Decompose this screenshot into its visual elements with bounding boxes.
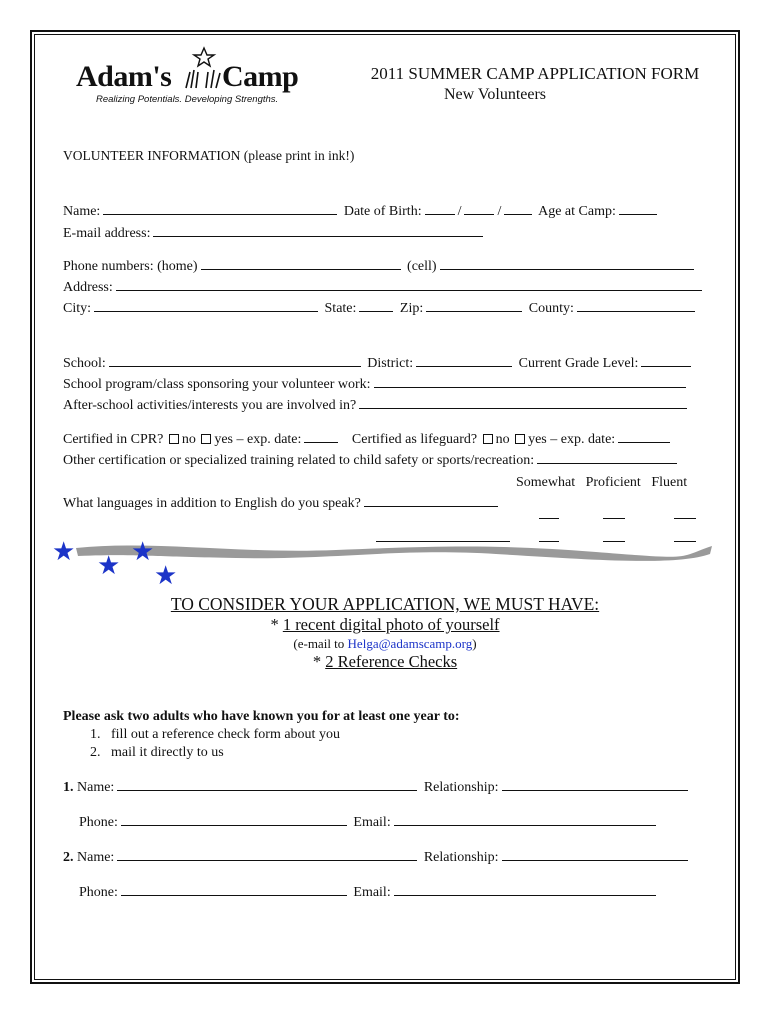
- reference-2-phone-row: [79, 885, 659, 901]
- language-1-field[interactable]: [364, 506, 498, 507]
- district-label: District:: [367, 356, 414, 371]
- program-label: School program/class sponsoring your volunteer work:: [63, 377, 371, 392]
- email-field[interactable]: [153, 236, 483, 237]
- age-label: Age at Camp:: [538, 204, 616, 219]
- form-subtitle: New Volunteers: [443, 86, 547, 103]
- photo-email-link[interactable]: Helga@adamscamp.org: [347, 636, 473, 651]
- language-1-somewhat[interactable]: [539, 518, 559, 519]
- state-field[interactable]: [359, 311, 393, 312]
- reference-step-1: [90, 727, 340, 743]
- reference-1-phone-row: [79, 815, 659, 831]
- reference-step-2: [90, 745, 224, 761]
- program-field[interactable]: [374, 387, 686, 388]
- reference-1-email-field[interactable]: [394, 825, 656, 826]
- logo-name-right: Camp: [222, 60, 299, 93]
- grade-label: Current Grade Level:: [518, 356, 639, 371]
- lifeguard-exp-field[interactable]: [618, 442, 670, 443]
- phone-home-label: Phone numbers: (home): [63, 259, 198, 274]
- school-field[interactable]: [109, 366, 361, 367]
- cpr-exp-field[interactable]: [304, 442, 338, 443]
- reference-1-relationship-label: Relationship:: [423, 780, 499, 795]
- requirement-photo: [0, 615, 770, 635]
- lang-level-somewhat: Somewhat: [516, 475, 576, 490]
- address-field[interactable]: [116, 290, 702, 291]
- other-cert-field[interactable]: [537, 463, 677, 464]
- lang-level-headers: [516, 475, 687, 491]
- city-label: City:: [63, 301, 92, 316]
- school-label: School:: [63, 356, 106, 371]
- languages-row: [63, 496, 501, 512]
- email-suffix: ): [472, 636, 477, 651]
- cpr-yes-checkbox[interactable]: [201, 434, 211, 444]
- age-field[interactable]: [619, 214, 657, 215]
- step-1-text: fill out a reference check form about you: [111, 727, 340, 742]
- star-icon: ★: [131, 537, 155, 566]
- reference-1-name-label: Name:: [77, 780, 115, 795]
- step-1-num: 1.: [90, 727, 101, 742]
- languages-label: What languages in addition to English do you speak?: [63, 496, 361, 511]
- city-row: [63, 301, 698, 317]
- step-2-text: mail it directly to us: [111, 745, 224, 760]
- address-label: Address:: [63, 280, 113, 295]
- name-field[interactable]: [103, 214, 337, 215]
- lifeguard-yes-checkbox[interactable]: [515, 434, 525, 444]
- district-field[interactable]: [416, 366, 512, 367]
- reference-2-email-field[interactable]: [394, 895, 656, 896]
- reference-2-phone-field[interactable]: [121, 895, 347, 896]
- requirement-2-star: *: [312, 652, 322, 671]
- reference-2-phone-label: Phone:: [79, 885, 118, 900]
- dob-day-field[interactable]: [464, 214, 494, 215]
- phone-home-field[interactable]: [201, 269, 401, 270]
- cpr-no-label: no: [181, 432, 196, 447]
- reference-1-phone-label: Phone:: [79, 815, 118, 830]
- lifeguard-no-checkbox[interactable]: [483, 434, 493, 444]
- other-cert-label: Other certification or specialized training related to child safety or sports/recreation:: [63, 453, 535, 468]
- reference-2-name-label: Name:: [77, 850, 115, 865]
- reference-1-name-row: [63, 780, 691, 796]
- reference-1-phone-field[interactable]: [121, 825, 347, 826]
- cert-row: [63, 432, 673, 448]
- school-row: [63, 356, 694, 372]
- reference-2-relationship-field[interactable]: [502, 860, 688, 861]
- name-label: Name:: [63, 204, 101, 219]
- county-label: County:: [528, 301, 574, 316]
- email-prefix: (e-mail to: [293, 636, 348, 651]
- other-cert-row: [63, 453, 680, 469]
- photo-email-line: [0, 636, 770, 652]
- requirement-references: [0, 652, 770, 672]
- cpr-yes-label: yes – exp. date:: [214, 432, 302, 447]
- requirement-1-text: 1 recent digital photo of yourself: [282, 615, 500, 634]
- zip-field[interactable]: [426, 311, 522, 312]
- lifeguard-label: Certified as lifeguard?: [351, 432, 478, 447]
- dob-year-field[interactable]: [504, 214, 532, 215]
- phone-cell-label: (cell): [407, 259, 437, 274]
- reference-1-email-label: Email:: [353, 815, 391, 830]
- step-2-num: 2.: [90, 745, 101, 760]
- reference-2-email-label: Email:: [353, 885, 391, 900]
- reference-2-name-field[interactable]: [117, 860, 417, 861]
- name-row: Name: Date of Birth: / / Age at Camp:: [63, 204, 660, 220]
- email-label: E-mail address:: [63, 226, 151, 241]
- lang-level-fluent: Fluent: [651, 475, 688, 490]
- lifeguard-yes-label: yes – exp. date:: [528, 432, 616, 447]
- city-field[interactable]: [94, 311, 318, 312]
- phone-row: [63, 259, 697, 275]
- cpr-no-checkbox[interactable]: [169, 434, 179, 444]
- reference-2-relationship-label: Relationship:: [423, 850, 499, 865]
- cpr-label: Certified in CPR?: [63, 432, 164, 447]
- star-icon: ★: [154, 561, 178, 590]
- requirement-2-text: 2 Reference Checks: [325, 652, 458, 671]
- requirements-heading: TO CONSIDER YOUR APPLICATION, WE MUST HAVE:: [170, 594, 600, 614]
- language-1-levels: [539, 508, 696, 524]
- county-field[interactable]: [577, 311, 695, 312]
- lifeguard-no-label: no: [495, 432, 510, 447]
- language-1-proficient[interactable]: [603, 518, 625, 519]
- logo-name-left: Adam's: [76, 60, 172, 93]
- volunteer-heading: VOLUNTEER INFORMATION (please print in ink!): [63, 148, 355, 163]
- requirement-1-star: *: [270, 615, 279, 634]
- email-row: [63, 226, 486, 242]
- reference-1-relationship-field[interactable]: [502, 790, 688, 791]
- zip-label: Zip:: [399, 301, 424, 316]
- form-title: 2011 SUMMER CAMP APPLICATION FORM: [370, 64, 700, 83]
- references-intro: Please ask two adults who have known you for at least one year to:: [63, 709, 460, 724]
- activities-label: After-school activities/interests you are involved in?: [63, 398, 357, 413]
- activities-field[interactable]: [359, 408, 687, 409]
- reference-2-number: 2.: [63, 850, 74, 865]
- phone-cell-field[interactable]: [440, 269, 694, 270]
- activities-row: [63, 398, 690, 414]
- star-icon: ★: [52, 537, 76, 566]
- grade-field[interactable]: [641, 366, 691, 367]
- star-icon: ★: [97, 551, 121, 580]
- dob-month-field[interactable]: [425, 214, 455, 215]
- logo-tagline: Realizing Potentials. Developing Strengths.: [96, 94, 279, 105]
- reference-2-name-row: [63, 850, 691, 866]
- reference-1-name-field[interactable]: [117, 790, 417, 791]
- reference-1-number: 1.: [63, 780, 74, 795]
- adams-camp-logo: [74, 46, 314, 110]
- dob-label: Date of Birth:: [343, 204, 422, 219]
- state-label: State:: [324, 301, 357, 316]
- lang-level-proficient: Proficient: [585, 475, 641, 490]
- address-row: [63, 280, 705, 296]
- language-1-fluent[interactable]: [674, 518, 696, 519]
- program-row: [63, 377, 689, 393]
